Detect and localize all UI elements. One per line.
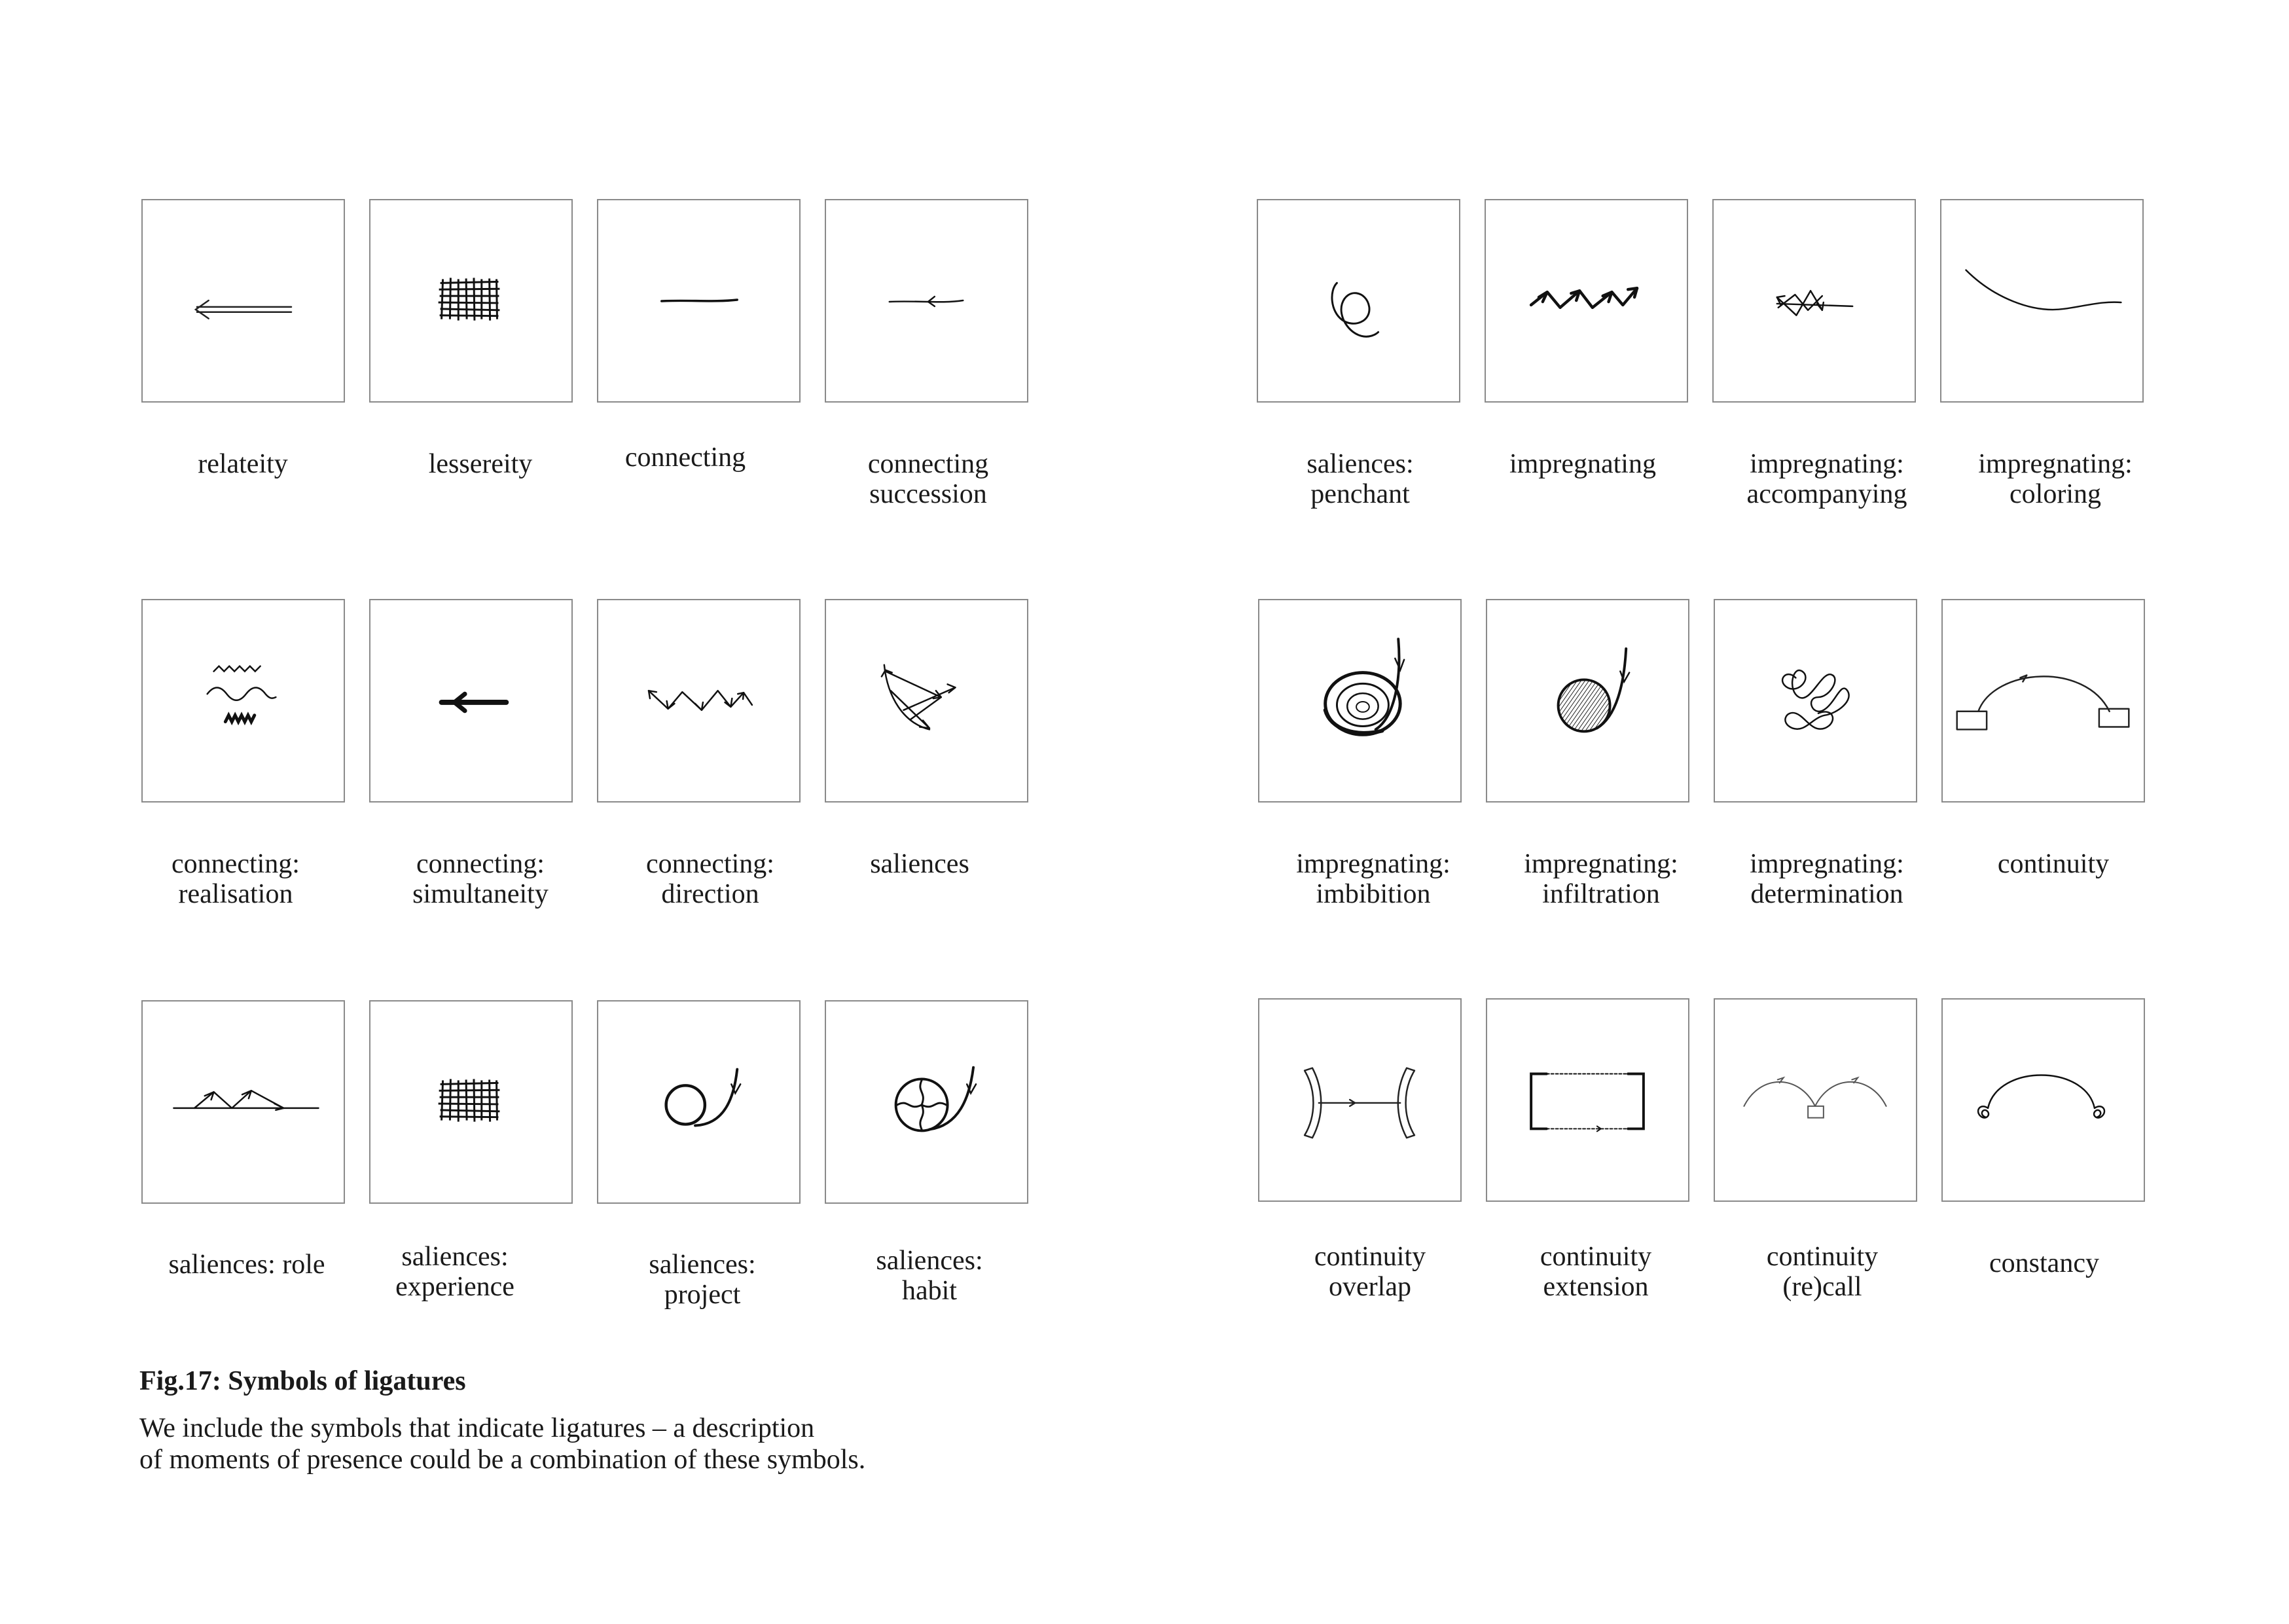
connecting-icon	[598, 200, 799, 401]
symbol-box-saliences-habit	[825, 1000, 1028, 1204]
symbol-box-continuity-recall	[1714, 998, 1917, 1202]
label-line: impregnating:	[1750, 449, 1904, 479]
realisation-waves-icon	[143, 600, 344, 801]
symbol-box-connecting-simultaneity	[369, 599, 573, 803]
symbol-label	[1252, 1242, 1488, 1302]
label-line: imbibition	[1316, 879, 1431, 909]
label-line: penchant	[1310, 479, 1410, 509]
symbol-box-impregnating-imbibition	[1258, 599, 1462, 803]
symbol-box-saliences-experience	[369, 1000, 573, 1204]
label-line: continuity	[1766, 1242, 1879, 1272]
label-line: accompanying	[1746, 479, 1907, 509]
symbol-label	[1465, 449, 1701, 479]
label-line: direction	[661, 879, 759, 909]
label-line: overlap	[1329, 1272, 1411, 1302]
symbol-box-continuity-overlap	[1258, 998, 1462, 1202]
label-line: saliences:	[649, 1250, 756, 1280]
symbol-label	[1926, 1248, 2162, 1278]
label-line: continuity	[1997, 849, 2110, 879]
saliences-arrows-icon	[826, 600, 1027, 801]
project-circle-icon	[598, 1001, 799, 1202]
extension-rect-icon	[1487, 1000, 1688, 1200]
symbol-box-connecting-succession	[825, 199, 1028, 403]
label-line: impregnating:	[1296, 849, 1451, 879]
recall-arcs-icon	[1715, 1000, 1916, 1200]
label-line: impregnating	[1509, 449, 1656, 479]
label-line: continuity	[1540, 1242, 1652, 1272]
role-line-icon	[143, 1001, 344, 1202]
symbol-label	[363, 849, 598, 909]
label-line: continuity	[1314, 1242, 1426, 1272]
label-line: infiltration	[1542, 879, 1660, 909]
symbol-label	[592, 849, 828, 909]
symbol-box-connecting	[597, 199, 801, 403]
simultaneity-arrow-icon	[370, 600, 571, 801]
symbol-box-continuity	[1941, 599, 2145, 803]
direction-zigzag-icon	[598, 600, 799, 801]
label-line: saliences:	[876, 1246, 983, 1276]
symbol-box-saliences	[825, 599, 1028, 803]
symbol-label	[568, 442, 803, 473]
constancy-arc-icon	[1943, 1000, 2144, 1200]
symbol-box-impregnating-determination	[1714, 599, 1917, 803]
symbol-box-relateity	[141, 199, 345, 403]
symbol-label	[129, 1250, 365, 1280]
symbol-box-saliences-project	[597, 1000, 801, 1204]
label-line: experience	[395, 1272, 514, 1302]
label-line: constancy	[1989, 1248, 2099, 1278]
symbol-box-continuity-extension	[1486, 998, 1689, 1202]
determination-scribble-icon	[1715, 600, 1916, 801]
symbol-box-saliences-penchant	[1257, 199, 1460, 403]
accompanying-zigzag-icon	[1714, 200, 1915, 401]
symbol-label	[1704, 1242, 1940, 1302]
symbol-label	[1709, 449, 1945, 509]
infiltration-ball-icon	[1487, 600, 1688, 801]
label-line: connecting	[624, 442, 746, 473]
symbol-label	[1938, 449, 2173, 509]
symbol-box-impregnating-accompanying	[1712, 199, 1916, 403]
label-line: saliences: role	[168, 1250, 325, 1280]
symbol-box-impregnating-infiltration	[1486, 599, 1689, 803]
symbol-label	[363, 449, 598, 479]
label-line: extension	[1543, 1272, 1649, 1302]
symbol-label	[1936, 849, 2171, 879]
label-line: habit	[902, 1276, 957, 1306]
symbol-box-constancy	[1941, 998, 2145, 1202]
symbol-box-impregnating	[1485, 199, 1688, 403]
symbol-label	[585, 1250, 820, 1310]
impregnating-zigzag-icon	[1486, 200, 1687, 401]
relateity-icon	[143, 200, 344, 401]
symbol-label	[1242, 449, 1478, 509]
label-line: impregnating:	[1750, 849, 1904, 879]
habit-flower-icon	[826, 1001, 1027, 1202]
label-line: project	[664, 1280, 741, 1310]
symbol-label	[337, 1242, 573, 1302]
symbol-label	[810, 449, 1046, 509]
symbol-label	[125, 449, 361, 479]
label-line: impregnating:	[1978, 449, 2133, 479]
imbibition-spiral-icon	[1259, 600, 1460, 801]
label-line: realisation	[178, 879, 293, 909]
symbol-label	[802, 849, 1037, 879]
experience-grid-icon	[370, 1001, 571, 1202]
label-line: connecting:	[171, 849, 300, 879]
symbol-label	[1255, 849, 1491, 909]
label-line: lessereity	[428, 449, 533, 479]
symbol-label	[1478, 1242, 1714, 1302]
symbol-box-connecting-direction	[597, 599, 801, 803]
symbol-box-lessereity	[369, 199, 573, 403]
symbol-label	[812, 1246, 1047, 1306]
symbol-label	[1483, 849, 1719, 909]
continuity-arc-icon	[1943, 600, 2144, 801]
label-line: saliences:	[401, 1242, 509, 1272]
label-line: determination	[1750, 879, 1903, 909]
label-line: coloring	[2010, 479, 2101, 509]
label-line: succession	[869, 479, 987, 509]
label-line: connecting:	[416, 849, 545, 879]
symbol-box-impregnating-coloring	[1940, 199, 2144, 403]
lessereity-icon	[370, 200, 571, 401]
label-line: impregnating:	[1524, 849, 1678, 879]
overlap-brackets-icon	[1259, 1000, 1460, 1200]
label-line: saliences	[870, 849, 969, 879]
symbol-box-saliences-role	[141, 1000, 345, 1204]
symbol-label	[1709, 849, 1945, 909]
label-line: (re)call	[1782, 1272, 1862, 1302]
label-line: relateity	[198, 449, 288, 479]
figure-caption-title: Fig.17: Symbols of ligatures	[139, 1366, 466, 1396]
caption-line: of moments of presence could be a combination of these symbols.	[139, 1445, 866, 1475]
penchant-loop-icon	[1258, 200, 1459, 401]
label-line: connecting:	[646, 849, 774, 879]
label-line: simultaneity	[412, 879, 549, 909]
label-line: saliences:	[1307, 449, 1414, 479]
symbol-box-connecting-realisation	[141, 599, 345, 803]
coloring-curve-icon	[1941, 200, 2142, 401]
connecting-succession-icon	[826, 200, 1027, 401]
label-line: connecting	[867, 449, 989, 479]
caption-line: We include the symbols that indicate ligatures – a description	[139, 1413, 815, 1443]
symbol-label	[118, 849, 353, 909]
figure-caption-body	[139, 1413, 1056, 1475]
